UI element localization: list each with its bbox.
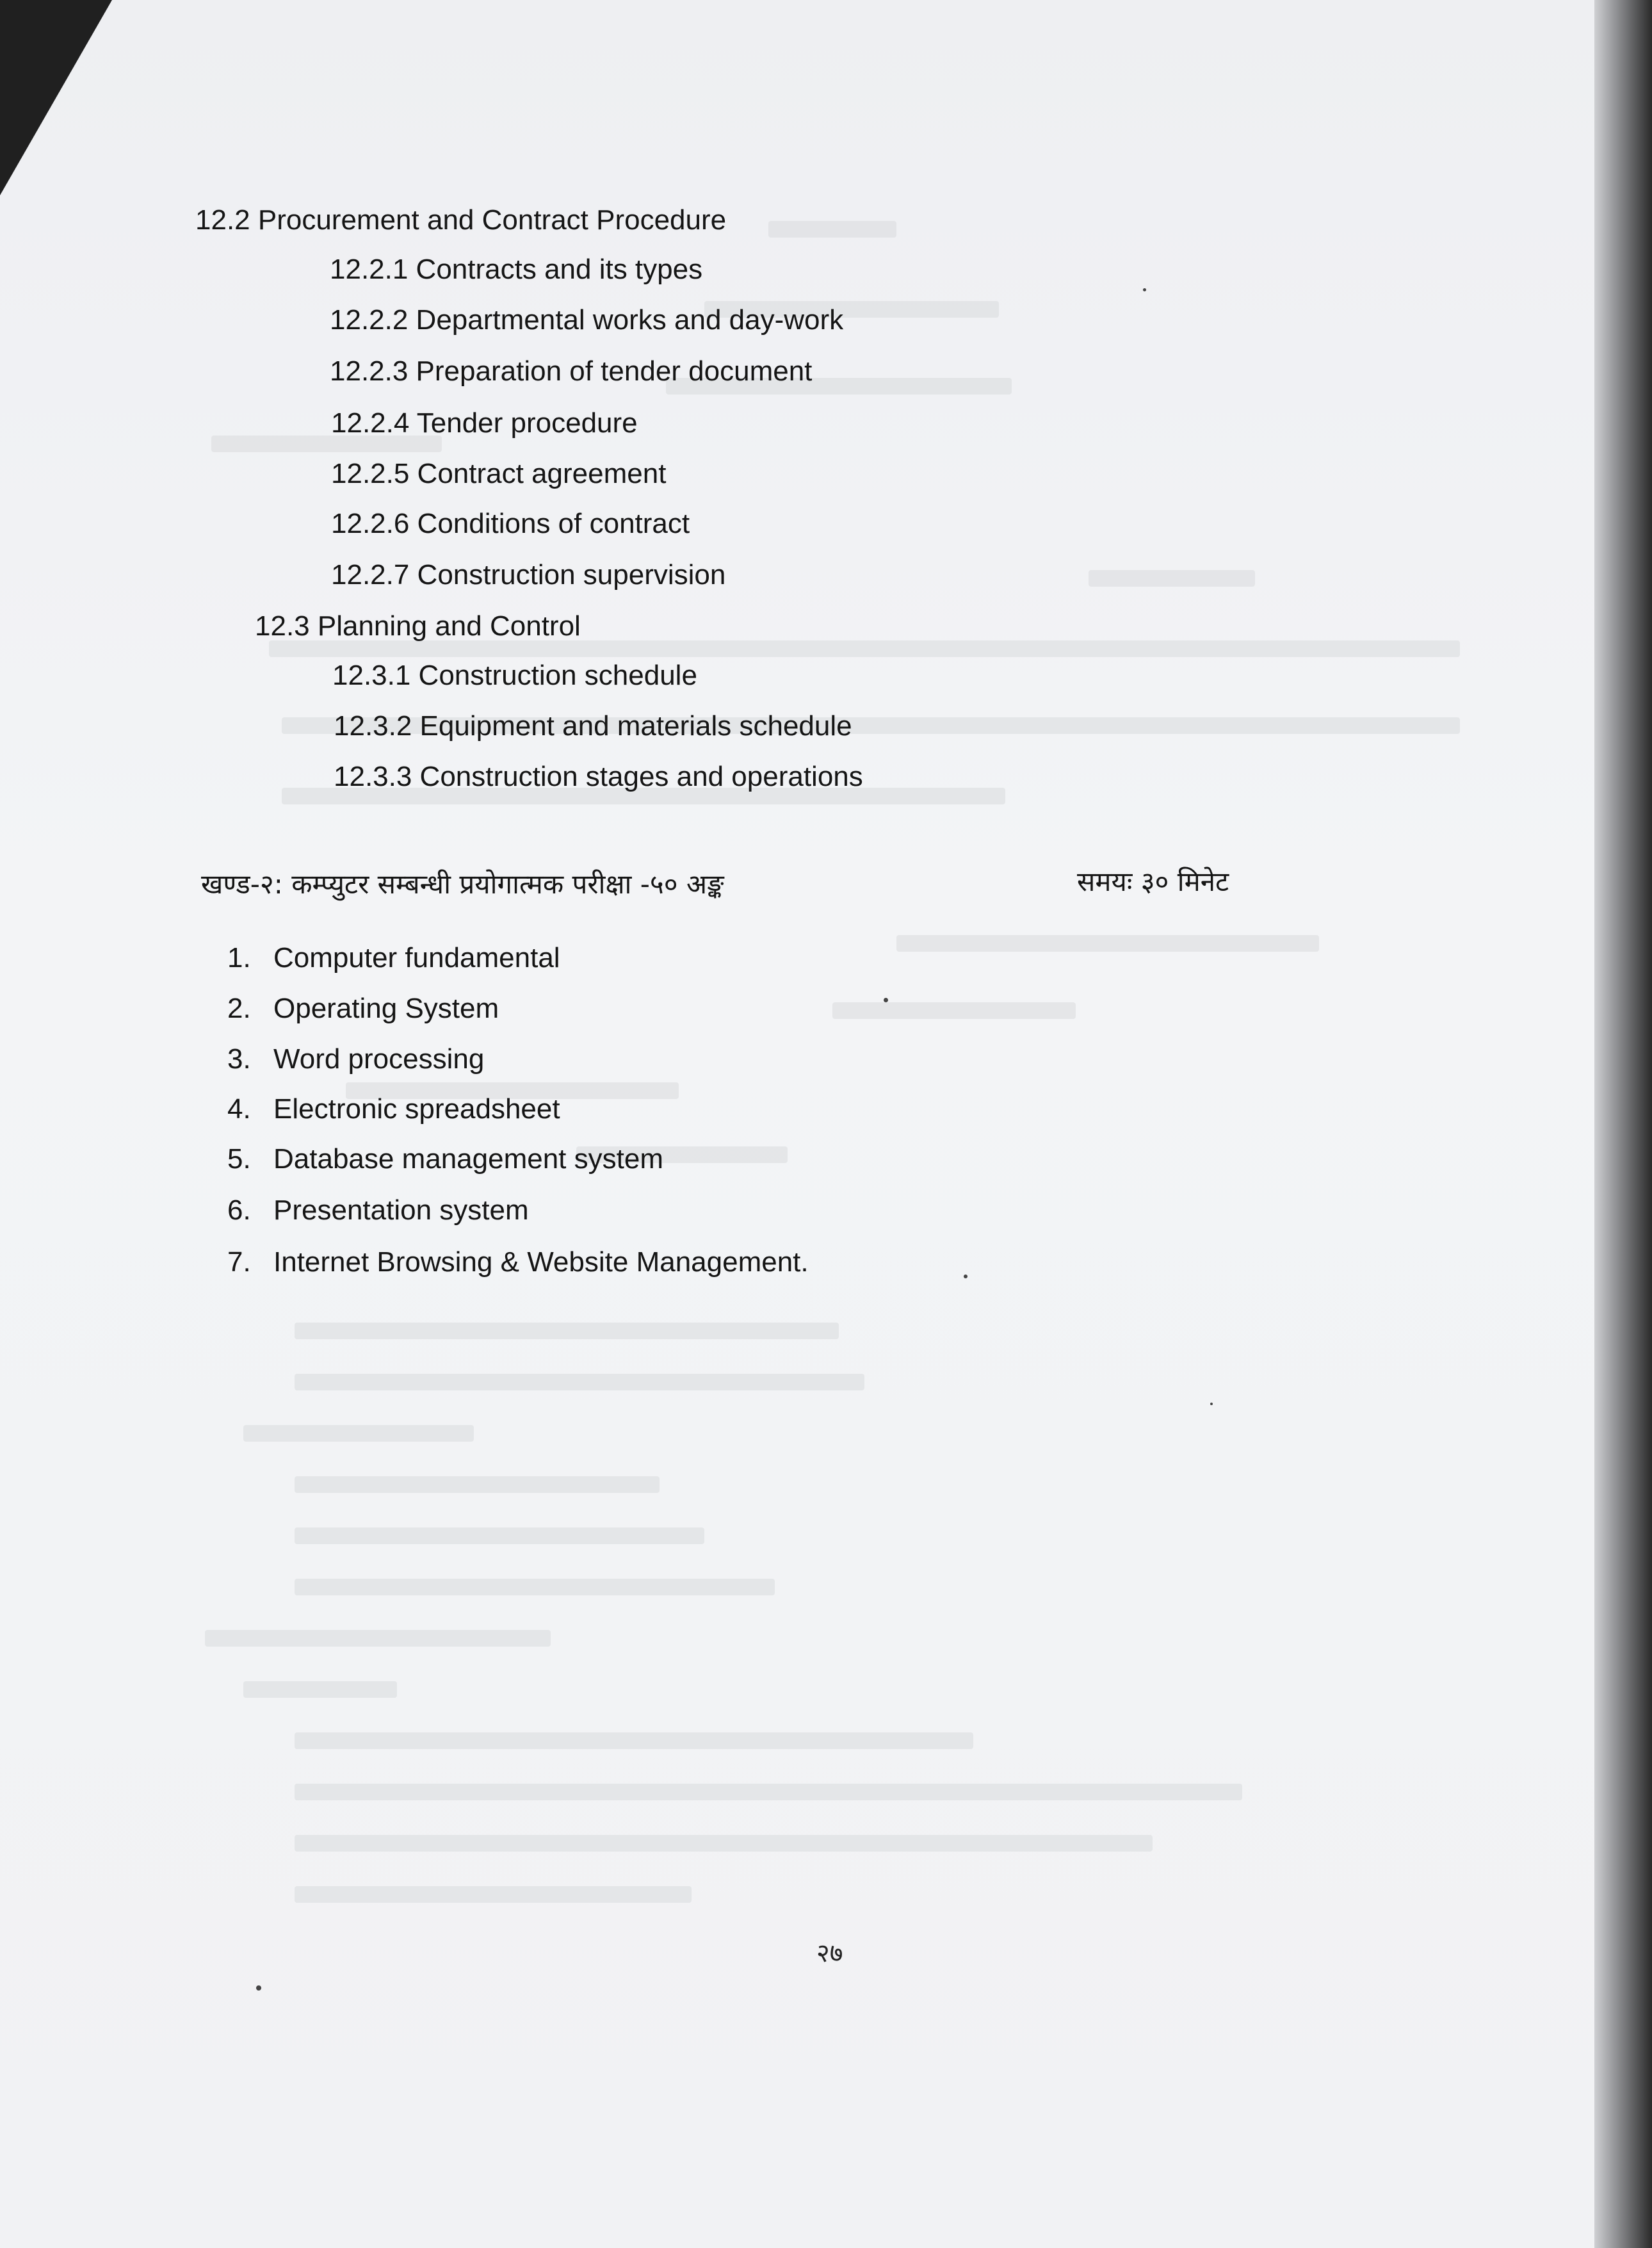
list-item-text: Internet Browsing & Website Management. (273, 1246, 809, 1278)
list-item-number: 1. (227, 942, 251, 973)
scan-speck (964, 1275, 968, 1278)
list-item (227, 1093, 560, 1126)
list-item (227, 1143, 663, 1176)
list-item: 12.2.6 Conditions of contract (331, 508, 690, 539)
bleed-through-mark (295, 1527, 704, 1544)
list-item (227, 1246, 809, 1279)
list-item-number: 2. (227, 993, 251, 1024)
list-item: 12.2.5 Contract agreement (331, 458, 667, 489)
section-heading-12-3: 12.3 Planning and Control (255, 610, 581, 642)
list-item-number: 5. (227, 1143, 251, 1175)
list-item: 12.2.2 Departmental works and day-work (330, 304, 844, 336)
list-item (227, 1194, 529, 1227)
bleed-through-mark (295, 1732, 973, 1749)
bleed-through-mark (295, 1374, 864, 1390)
bleed-through-mark (896, 935, 1319, 952)
list-item: 12.2.3 Preparation of tender document (330, 355, 813, 387)
list-item-text: Word processing (273, 1043, 485, 1075)
bleed-through-mark (295, 1323, 839, 1339)
bleed-through-mark (295, 1579, 775, 1595)
bleed-through-mark (243, 1681, 397, 1698)
part-2-title: खण्ड-२: कम्प्युटर सम्बन्धी प्रयोगात्मक परीक्षा -५० अङ्क (201, 868, 724, 900)
list-item-text: Database management system (273, 1143, 663, 1175)
list-item: 12.2.4 Tender procedure (331, 407, 638, 439)
bleed-through-mark (832, 1002, 1076, 1019)
bleed-through-mark (295, 1784, 1242, 1800)
list-item-text: Electronic spreadsheet (273, 1093, 560, 1125)
bleed-through-mark (243, 1425, 474, 1442)
scan-speck (1143, 288, 1146, 291)
scan-speck (256, 1985, 261, 1991)
bleed-through-mark (1089, 570, 1255, 587)
list-item-text: Presentation system (273, 1194, 529, 1226)
list-item-text: Operating System (273, 993, 499, 1024)
page-edge-shadow (1594, 0, 1652, 2248)
page-number: २७ (816, 1939, 843, 1968)
bleed-through-mark (768, 221, 896, 238)
scan-speck (884, 998, 888, 1002)
part-2-time: समयः ३० मिनेट (1077, 866, 1229, 897)
list-item: 12.3.2 Equipment and materials schedule (334, 710, 852, 742)
list-item: 12.2.1 Contracts and its types (330, 254, 703, 285)
list-item-number: 7. (227, 1246, 251, 1278)
bleed-through-mark (205, 1630, 551, 1647)
list-item (227, 941, 560, 975)
section-heading-12-2: 12.2 Procurement and Contract Procedure (195, 204, 727, 236)
list-item (227, 992, 499, 1025)
scan-speck (1210, 1403, 1213, 1405)
bleed-through-mark (295, 1476, 660, 1493)
list-item: 12.3.1 Construction schedule (332, 660, 697, 691)
bleed-through-mark (295, 1886, 692, 1903)
list-item: 12.3.3 Construction stages and operations (334, 761, 863, 792)
list-item-number: 4. (227, 1093, 251, 1125)
list-item-number: 3. (227, 1043, 251, 1075)
list-item-text: Computer fundamental (273, 942, 560, 973)
list-item-number: 6. (227, 1194, 251, 1226)
list-item: 12.2.7 Construction supervision (331, 559, 726, 591)
list-item (227, 1043, 484, 1076)
bleed-through-mark (295, 1835, 1153, 1852)
